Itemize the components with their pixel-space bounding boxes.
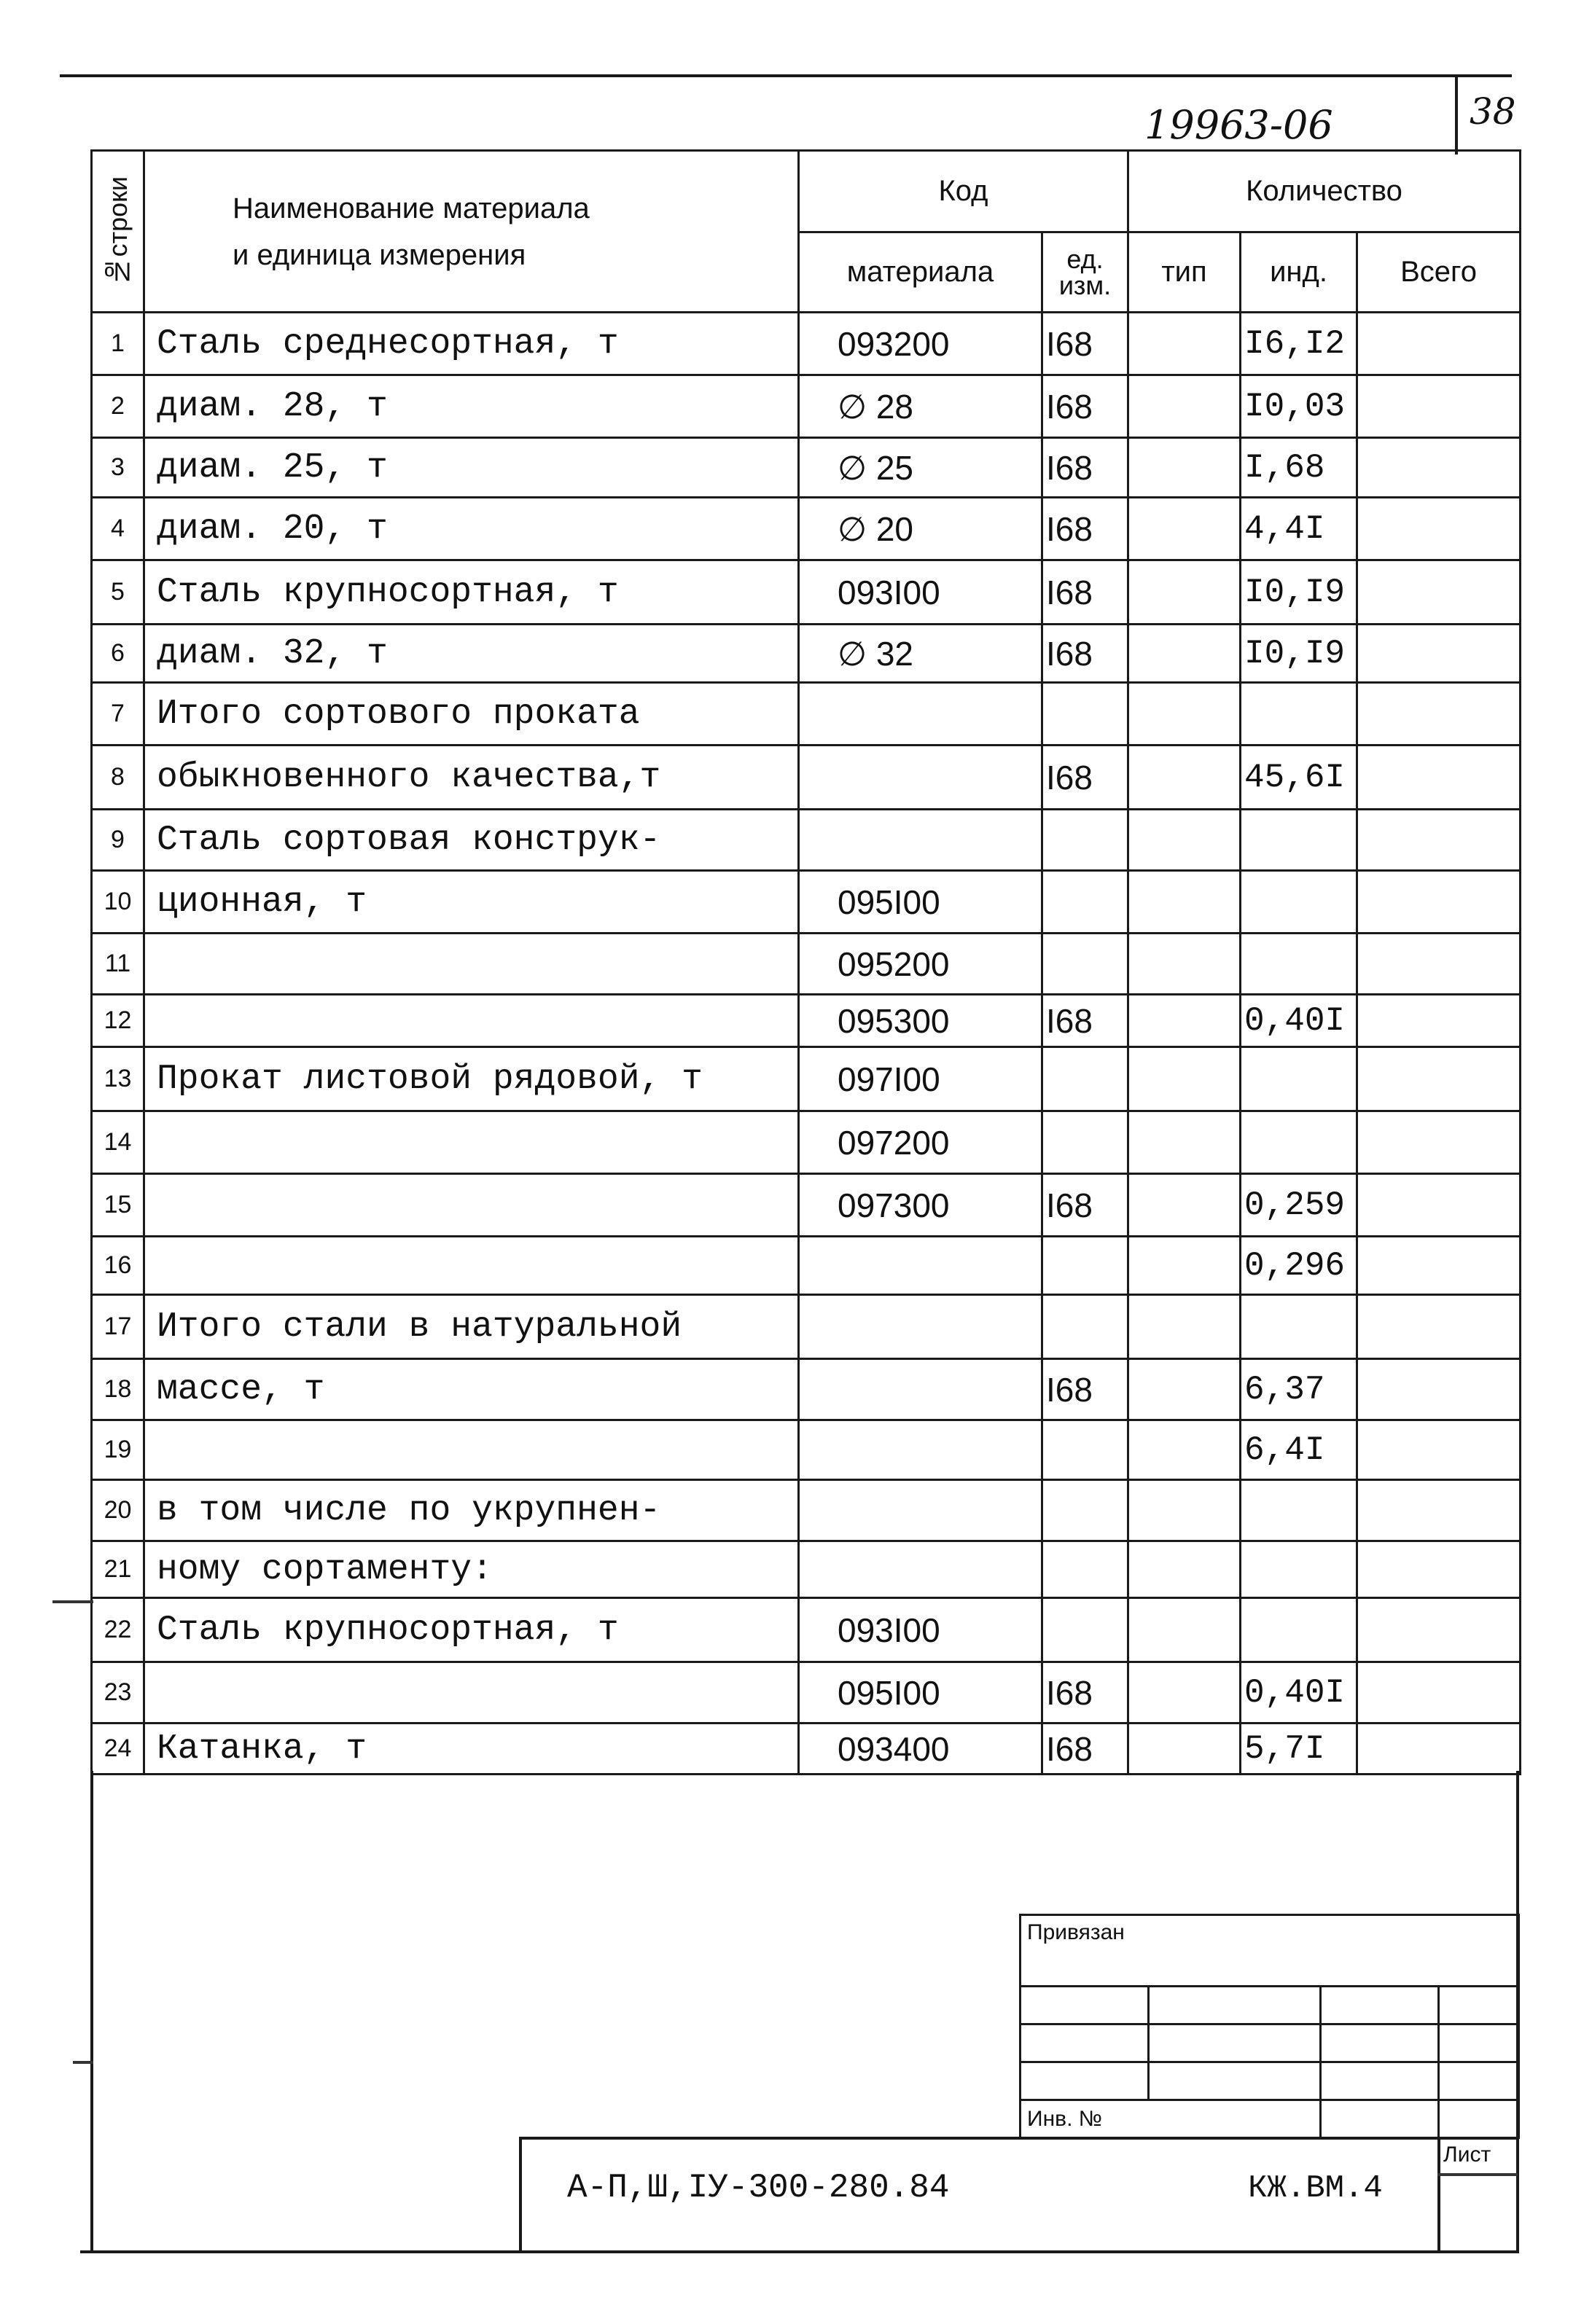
title-block-left bbox=[519, 2137, 522, 2252]
qty-total-cell bbox=[1357, 1359, 1521, 1420]
material-name-cell bbox=[144, 1420, 799, 1480]
row-number-cell: 7 bbox=[92, 683, 144, 746]
unit-code-cell: I68 bbox=[1042, 746, 1128, 810]
qty-total-cell bbox=[1357, 1174, 1521, 1237]
table-row bbox=[92, 1420, 1521, 1480]
unit-code-cell bbox=[1042, 1541, 1128, 1598]
qty-total-cell bbox=[1357, 1662, 1521, 1724]
inv-label: Инв. № bbox=[1027, 2106, 1102, 2131]
material-code-cell: 095I00 bbox=[799, 1662, 1042, 1724]
table-row bbox=[92, 1724, 1521, 1775]
qty-total-cell bbox=[1357, 438, 1521, 498]
qty-type-cell bbox=[1128, 810, 1241, 871]
unit-code-cell: I68 bbox=[1042, 1662, 1128, 1724]
row-number-cell: 12 bbox=[92, 995, 144, 1047]
unit-code-cell bbox=[1042, 871, 1128, 934]
qty-type-cell bbox=[1128, 498, 1241, 560]
header-material-name bbox=[144, 151, 799, 313]
materials-table bbox=[90, 149, 1521, 1775]
top-rule bbox=[60, 74, 1512, 77]
material-code-cell bbox=[799, 1359, 1042, 1420]
table-row bbox=[92, 810, 1521, 871]
material-name-cell: в том числе по укрупнен- bbox=[144, 1480, 799, 1541]
header-code-unit: ед. изм. bbox=[1042, 232, 1128, 313]
material-code-cell: 097300 bbox=[799, 1174, 1042, 1237]
qty-type-cell bbox=[1128, 1111, 1241, 1174]
qty-total-cell bbox=[1357, 1420, 1521, 1480]
row-number-cell: 23 bbox=[92, 1662, 144, 1724]
table-row bbox=[92, 683, 1521, 746]
material-code-cell: 093I00 bbox=[799, 560, 1042, 625]
qty-ind-cell: I0,I9 bbox=[1241, 560, 1357, 625]
material-code-cell bbox=[799, 1541, 1042, 1598]
table-row bbox=[92, 560, 1521, 625]
qty-total-cell bbox=[1357, 810, 1521, 871]
row-number-label: №строки bbox=[102, 176, 133, 287]
table-row bbox=[92, 1598, 1521, 1662]
table-row bbox=[92, 313, 1521, 375]
material-name-cell bbox=[144, 1174, 799, 1237]
table-row bbox=[92, 934, 1521, 995]
qty-ind-cell bbox=[1241, 1295, 1357, 1359]
qty-total-cell bbox=[1357, 498, 1521, 560]
qty-ind-cell bbox=[1241, 1541, 1357, 1598]
unit-code-cell bbox=[1042, 1047, 1128, 1111]
unit-code-cell bbox=[1042, 934, 1128, 995]
qty-total-cell bbox=[1357, 1724, 1521, 1775]
qty-type-cell bbox=[1128, 1420, 1241, 1480]
qty-type-cell bbox=[1128, 375, 1241, 438]
row-number-cell: 21 bbox=[92, 1541, 144, 1598]
material-name-cell: массе, т bbox=[144, 1359, 799, 1420]
qty-type-cell bbox=[1128, 1541, 1241, 1598]
material-code-cell: 097I00 bbox=[799, 1047, 1042, 1111]
unit-code-cell: I68 bbox=[1042, 438, 1128, 498]
unit-code-cell: I68 bbox=[1042, 625, 1128, 683]
material-name-cell bbox=[144, 995, 799, 1047]
row-number-cell: 19 bbox=[92, 1420, 144, 1480]
frame-bottom-border bbox=[80, 2250, 1519, 2253]
row-number-cell: 8 bbox=[92, 746, 144, 810]
material-code-cell: 093200 bbox=[799, 313, 1042, 375]
margin-tick-lower bbox=[73, 2061, 93, 2064]
material-name-label: Наименование материала и единица измерения bbox=[233, 192, 590, 271]
qty-type-cell bbox=[1128, 1295, 1241, 1359]
title-block-top bbox=[519, 2137, 1519, 2140]
material-name-cell bbox=[144, 1662, 799, 1724]
material-name-cell bbox=[144, 1111, 799, 1174]
materials-table-body bbox=[92, 313, 1521, 1775]
qty-total-cell bbox=[1357, 625, 1521, 683]
unit-code-cell: I68 bbox=[1042, 995, 1128, 1047]
unit-code-cell bbox=[1042, 1480, 1128, 1541]
qty-type-cell bbox=[1128, 1359, 1241, 1420]
qty-ind-cell bbox=[1241, 1111, 1357, 1174]
qty-total-cell bbox=[1357, 560, 1521, 625]
qty-total-cell bbox=[1357, 995, 1521, 1047]
qty-ind-cell bbox=[1241, 1480, 1357, 1541]
qty-type-cell bbox=[1128, 560, 1241, 625]
qty-ind-cell bbox=[1241, 810, 1357, 871]
material-code-cell: 093I00 bbox=[799, 1598, 1042, 1662]
row-number-cell: 1 bbox=[92, 313, 144, 375]
qty-type-cell bbox=[1128, 1047, 1241, 1111]
row-number-cell: 10 bbox=[92, 871, 144, 934]
qty-ind-cell: I6,I2 bbox=[1241, 313, 1357, 375]
qty-total-cell bbox=[1357, 375, 1521, 438]
sheet-number: 38 bbox=[1470, 90, 1516, 133]
qty-type-cell bbox=[1128, 1724, 1241, 1775]
row-number-cell: 3 bbox=[92, 438, 144, 498]
qty-ind-cell: 0,40I bbox=[1241, 1662, 1357, 1724]
unit-code-cell: I68 bbox=[1042, 313, 1128, 375]
material-code-cell bbox=[799, 1237, 1042, 1295]
table-row bbox=[92, 1111, 1521, 1174]
row-number-cell: 14 bbox=[92, 1111, 144, 1174]
unit-code-cell: I68 bbox=[1042, 375, 1128, 438]
qty-ind-cell bbox=[1241, 934, 1357, 995]
qty-total-cell bbox=[1357, 1541, 1521, 1598]
material-code-cell: 097200 bbox=[799, 1111, 1042, 1174]
material-name-cell: Сталь среднесортная, т bbox=[144, 313, 799, 375]
header-qty-type: тип bbox=[1128, 232, 1241, 313]
material-name-cell: Прокат листовой рядовой, т bbox=[144, 1047, 799, 1111]
unit-code-cell: I68 bbox=[1042, 1174, 1128, 1237]
table-row bbox=[92, 625, 1521, 683]
unit-code-cell: I68 bbox=[1042, 498, 1128, 560]
header-quantity: Количество bbox=[1128, 151, 1521, 232]
material-name-cell: Итого сортового проката bbox=[144, 683, 799, 746]
qty-total-cell bbox=[1357, 746, 1521, 810]
row-number-cell: 4 bbox=[92, 498, 144, 560]
table-row bbox=[92, 498, 1521, 560]
row-number-cell: 16 bbox=[92, 1237, 144, 1295]
material-code-cell: ∅ 25 bbox=[799, 438, 1042, 498]
qty-ind-cell bbox=[1241, 1598, 1357, 1662]
table-row bbox=[92, 438, 1521, 498]
table-row bbox=[92, 995, 1521, 1047]
row-number-cell: 18 bbox=[92, 1359, 144, 1420]
qty-ind-cell: I,68 bbox=[1241, 438, 1357, 498]
qty-type-cell bbox=[1128, 1480, 1241, 1541]
row-number-cell: 13 bbox=[92, 1047, 144, 1111]
designation: А-П,Ш,IУ-300-280.84 bbox=[567, 2169, 950, 2207]
qty-ind-cell bbox=[1241, 871, 1357, 934]
material-name-cell: диам. 25, т bbox=[144, 438, 799, 498]
table-row bbox=[92, 1662, 1521, 1724]
material-code-cell: 093400 bbox=[799, 1724, 1042, 1775]
qty-type-cell bbox=[1128, 438, 1241, 498]
material-name-cell bbox=[144, 934, 799, 995]
material-code-cell: ∅ 28 bbox=[799, 375, 1042, 438]
table-row bbox=[92, 1174, 1521, 1237]
table-row bbox=[92, 746, 1521, 810]
unit-code-cell bbox=[1042, 683, 1128, 746]
row-number-cell: 6 bbox=[92, 625, 144, 683]
row-number-cell: 11 bbox=[92, 934, 144, 995]
qty-type-cell bbox=[1128, 625, 1241, 683]
qty-type-cell bbox=[1128, 1662, 1241, 1724]
material-code-cell bbox=[799, 1295, 1042, 1359]
document-number: 19963-06 bbox=[1144, 102, 1333, 148]
qty-total-cell bbox=[1357, 1480, 1521, 1541]
qty-total-cell bbox=[1357, 1598, 1521, 1662]
unit-code-cell bbox=[1042, 1111, 1128, 1174]
qty-type-cell bbox=[1128, 746, 1241, 810]
qty-total-cell bbox=[1357, 871, 1521, 934]
row-number-cell: 20 bbox=[92, 1480, 144, 1541]
sheet-number-divider bbox=[1455, 74, 1458, 154]
table-row bbox=[92, 1541, 1521, 1598]
material-code-cell: 095200 bbox=[799, 934, 1042, 995]
header-qty-ind: инд. bbox=[1241, 232, 1357, 313]
attachment-stamp bbox=[1019, 1914, 1520, 2139]
drawing-code: КЖ.ВМ.4 bbox=[1248, 2170, 1383, 2207]
material-code-cell: 095I00 bbox=[799, 871, 1042, 934]
row-number-cell: 22 bbox=[92, 1598, 144, 1662]
material-code-cell bbox=[799, 683, 1042, 746]
material-code-cell bbox=[799, 1480, 1042, 1541]
qty-ind-cell: 0,40I bbox=[1241, 995, 1357, 1047]
qty-total-cell bbox=[1357, 683, 1521, 746]
qty-ind-cell: 4,4I bbox=[1241, 498, 1357, 560]
unit-code-cell bbox=[1042, 1237, 1128, 1295]
material-name-cell: обыкновенного качества,т bbox=[144, 746, 799, 810]
qty-type-cell bbox=[1128, 995, 1241, 1047]
material-name-cell: Сталь сортовая конструк- bbox=[144, 810, 799, 871]
qty-type-cell bbox=[1128, 683, 1241, 746]
row-number-cell: 2 bbox=[92, 375, 144, 438]
material-code-cell bbox=[799, 746, 1042, 810]
row-number-cell: 5 bbox=[92, 560, 144, 625]
material-name-cell: Катанка, т bbox=[144, 1724, 799, 1775]
material-name-cell: ционная, т bbox=[144, 871, 799, 934]
row-number-cell: 24 bbox=[92, 1724, 144, 1775]
sheet-label: Лист bbox=[1443, 2143, 1491, 2167]
material-name-cell: ному сортаменту: bbox=[144, 1541, 799, 1598]
unit-code-cell: I68 bbox=[1042, 560, 1128, 625]
qty-ind-cell: 6,37 bbox=[1241, 1359, 1357, 1420]
material-name-cell: Итого стали в натуральной bbox=[144, 1295, 799, 1359]
unit-code-cell bbox=[1042, 1295, 1128, 1359]
row-number-cell: 17 bbox=[92, 1295, 144, 1359]
header-qty-total: Всего bbox=[1357, 232, 1521, 313]
qty-type-cell bbox=[1128, 934, 1241, 995]
header-row-number bbox=[92, 151, 144, 313]
qty-type-cell bbox=[1128, 871, 1241, 934]
unit-code-cell bbox=[1042, 810, 1128, 871]
qty-total-cell bbox=[1357, 1295, 1521, 1359]
header-code-material: материала bbox=[799, 232, 1042, 313]
attached-cell bbox=[1021, 1915, 1519, 1987]
qty-ind-cell: I0,I9 bbox=[1241, 625, 1357, 683]
qty-total-cell bbox=[1357, 1237, 1521, 1295]
attached-label: Привязан bbox=[1027, 1920, 1125, 1944]
table-row bbox=[92, 1047, 1521, 1111]
material-code-cell: ∅ 20 bbox=[799, 498, 1042, 560]
qty-type-cell bbox=[1128, 1237, 1241, 1295]
qty-ind-cell bbox=[1241, 1047, 1357, 1111]
sheet-label-underline bbox=[1437, 2173, 1518, 2176]
unit-code-cell bbox=[1042, 1420, 1128, 1480]
qty-ind-cell: 0,259 bbox=[1241, 1174, 1357, 1237]
table-row bbox=[92, 871, 1521, 934]
qty-ind-cell: 6,4I bbox=[1241, 1420, 1357, 1480]
frame-left-border bbox=[90, 1771, 93, 2252]
header-code: Код bbox=[799, 151, 1128, 232]
qty-ind-cell: 45,6I bbox=[1241, 746, 1357, 810]
table-row bbox=[92, 375, 1521, 438]
qty-ind-cell bbox=[1241, 683, 1357, 746]
qty-ind-cell: 5,7I bbox=[1241, 1724, 1357, 1775]
qty-type-cell bbox=[1128, 1598, 1241, 1662]
qty-total-cell bbox=[1357, 313, 1521, 375]
unit-code-cell: I68 bbox=[1042, 1724, 1128, 1775]
title-block-sheet-divider bbox=[1437, 2137, 1440, 2252]
qty-type-cell bbox=[1128, 313, 1241, 375]
qty-type-cell bbox=[1128, 1174, 1241, 1237]
unit-code-cell bbox=[1042, 1598, 1128, 1662]
material-name-cell bbox=[144, 1237, 799, 1295]
material-name-cell: диам. 20, т bbox=[144, 498, 799, 560]
material-name-cell: диам. 32, т bbox=[144, 625, 799, 683]
table-row bbox=[92, 1237, 1521, 1295]
row-number-cell: 9 bbox=[92, 810, 144, 871]
qty-ind-cell: I0,03 bbox=[1241, 375, 1357, 438]
material-name-cell: диам. 28, т bbox=[144, 375, 799, 438]
table-row bbox=[92, 1295, 1521, 1359]
qty-total-cell bbox=[1357, 934, 1521, 995]
margin-tick-upper bbox=[52, 1600, 93, 1603]
material-name-cell: Сталь крупносортная, т bbox=[144, 560, 799, 625]
material-code-cell: ∅ 32 bbox=[799, 625, 1042, 683]
table-row bbox=[92, 1480, 1521, 1541]
unit-code-cell: I68 bbox=[1042, 1359, 1128, 1420]
row-number-cell: 15 bbox=[92, 1174, 144, 1237]
material-name-cell: Сталь крупносортная, т bbox=[144, 1598, 799, 1662]
inv-cell bbox=[1021, 2100, 1321, 2138]
material-code-cell bbox=[799, 1420, 1042, 1480]
qty-total-cell bbox=[1357, 1111, 1521, 1174]
material-code-cell bbox=[799, 810, 1042, 871]
material-code-cell: 095300 bbox=[799, 995, 1042, 1047]
qty-total-cell bbox=[1357, 1047, 1521, 1111]
qty-ind-cell: 0,296 bbox=[1241, 1237, 1357, 1295]
table-row bbox=[92, 1359, 1521, 1420]
